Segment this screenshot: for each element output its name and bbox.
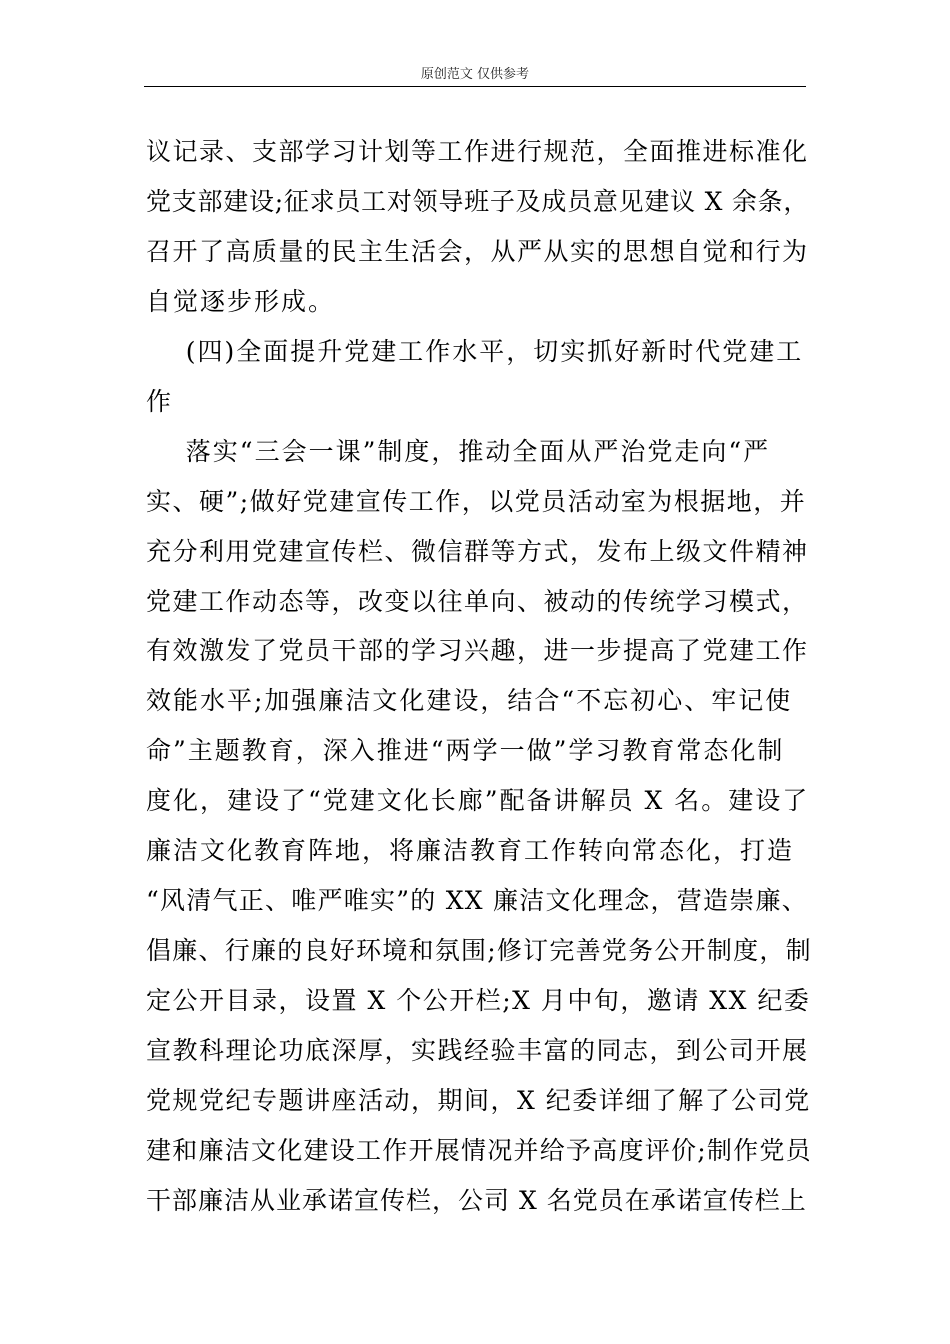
- text-line: 党规党纪专题讲座活动，期间，X 纪委详细了解了公司党: [146, 1086, 811, 1115]
- text-line: 命”主题教育，深入推进“两学一做”学习教育常态化制: [146, 736, 785, 765]
- text-line: 效能水平;加强廉洁文化建设，结合“不忘初心、牢记使: [146, 686, 793, 715]
- header-divider: [144, 86, 806, 87]
- text-line: 倡廉、行廉的良好环境和氛围;修订完善党务公开制度，制: [146, 936, 812, 965]
- section-heading: (四)全面提升党建工作水平，切实抓好新时代党建工: [146, 337, 804, 366]
- text-line: 实、硬”;做好党建宣传工作，以党员活动室为根据地，并: [146, 487, 807, 516]
- text-line: “风清气正、唯严唯实”的 XX 廉洁文化理念，营造崇廉、: [146, 886, 809, 915]
- text-line: 度化，建设了“党建文化长廊”配备讲解员 X 名。建设了: [146, 786, 810, 815]
- text-line: 定公开目录，设置 X 个公开栏;X 月中旬，邀请 XX 纪委: [146, 986, 811, 1015]
- text-line: 干部廉洁从业承诺宣传栏，公司 X 名党员在承诺宣传栏上: [146, 1186, 807, 1215]
- text-line: 有效激发了党员干部的学习兴趣，进一步提高了党建工作: [146, 636, 809, 665]
- text-line: 召开了高质量的民主生活会，从严从实的思想自觉和行为: [146, 237, 809, 266]
- text-line: 党建工作动态等，改变以往单向、被动的传统学习模式，: [146, 587, 809, 616]
- text-line: 党支部建设;征求员工对领导班子及成员意见建议 X 余条，: [146, 187, 810, 216]
- text-line: 充分利用党建宣传栏、微信群等方式，发布上级文件精神: [146, 537, 809, 566]
- text-line: 建和廉洁文化建设工作开展情况并给予高度评价;制作党员: [146, 1136, 812, 1165]
- text-line: 廉洁文化教育阵地，将廉洁教育工作转向常态化，打造: [146, 836, 795, 865]
- text-line: 落实“三会一课”制度，推动全面从严治党走向“严: [146, 437, 771, 466]
- section-heading: 作: [146, 387, 174, 416]
- text-line: 自觉逐步形成。: [146, 287, 336, 316]
- page-header: 原创范文 仅供参考: [420, 67, 530, 82]
- text-line: 议记录、支部学习计划等工作进行规范，全面推进标准化: [146, 137, 809, 166]
- text-line: 宣教科理论功底深厚，实践经验丰富的同志，到公司开展: [146, 1036, 809, 1065]
